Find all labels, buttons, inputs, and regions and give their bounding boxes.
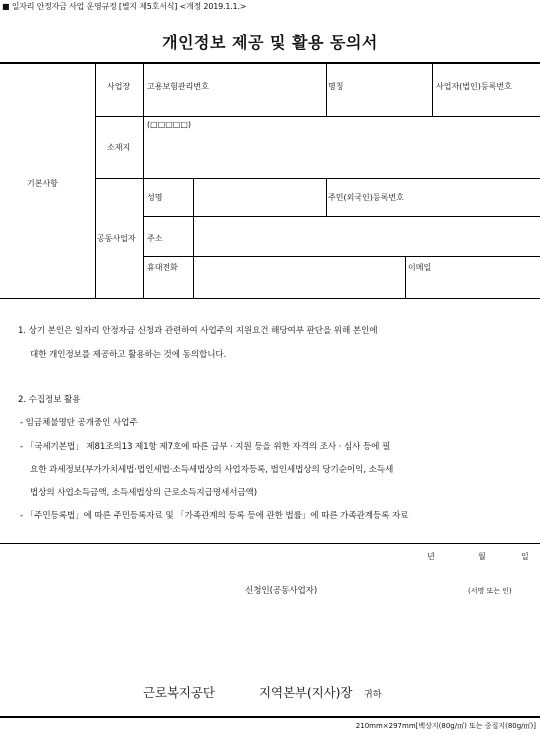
date-year[interactable]: 년 [427,552,435,561]
col-divider-email [405,256,406,298]
consent-item-1-line-1: 1. 상기 본인은 일자리 안정자금 신청과 관련하여 사업주의 지원요건 해당여부 판단을 위해 본인에 [18,326,378,336]
co-owner-label: 공동사업자 [97,234,136,243]
business-address-label: 소재지 [107,143,131,152]
col-divider-resident-no [326,178,327,216]
page-title: 개인정보 제공 및 활용 동의서 [162,33,378,52]
row-divider-2 [95,178,540,179]
co-owner-address-field[interactable]: 주소 [147,234,163,243]
business-label: 사업장 [107,82,131,91]
consent-item-1-line-2: 대한 개인정보를 제공하고 활용하는 것에 동의합니다. [30,350,227,360]
paper-spec: 210mm×297mm[백상지(80g/㎡) 또는 중질지(80g/㎡)] [355,722,536,730]
consent-item-2-heading: 2. 수집정보 활용 [18,395,81,405]
col-divider-business-name [326,62,327,116]
co-owner-mobile-field[interactable]: 휴대전화 [147,263,178,272]
signature-hint[interactable]: (서명 또는 인) [468,587,512,595]
col-divider-1 [95,62,96,298]
recipient-org: 근로복지공단 [143,685,215,700]
date-month[interactable]: 월 [478,552,486,561]
form-reference: ■ 일자리 안정자금 사업 운영규정 [별지 제5호서식] <개정 2019.1.1.> [2,2,247,11]
consent-bullet-1: - 임금체불명단 공개중인 사업주 [20,418,138,428]
row-divider-1 [95,116,540,117]
consent-bullet-3: - 「주민등록법」에 따른 주민등록자료 및 「가족관계의 등록 등에 관한 법률」에 따른 가족관계등록 자료 [20,511,409,521]
applicant-label: 신청인(공동사업자) [245,586,318,596]
row-divider-4 [143,256,540,257]
recipient-branch: 지역본부(지사)장 [259,685,353,700]
row-divider-3 [143,216,540,217]
consent-bullet-2-cont-1: 요한 과세정보(부가가치세법·법인세법·소득세법상의 사업자등록, 법인세법상의 당기순이익, 소득세 [30,465,394,475]
section-basic-info: 기본사항 [27,179,58,188]
table-bottom-border [0,298,540,299]
col-divider-co-label [193,178,194,298]
postal-code-boxes[interactable]: (□□□□□) [147,120,192,129]
consent-bullet-2: - 「국세기본법」 제81조의13 제1항 제7호에 따른 급부 · 지원 등을 위한 자격의 조사 · 심사 등에 필 [20,442,391,452]
employment-insurance-no-field[interactable]: 고용보험관리번호 [147,82,209,91]
consent-bullet-2-cont-2: 법상의 사업소득금액, 소득세법상의 근로소득지급명세서금액) [30,488,258,498]
date-day[interactable]: 일 [521,552,529,561]
col-divider-business-regno [432,62,433,116]
col-divider-2 [143,62,144,298]
recipient-honorific: 귀하 [364,690,382,700]
footer-border [0,716,540,718]
co-owner-resident-no-field[interactable]: 주민(외국인)등록번호 [328,193,404,202]
table-top-border [0,62,540,64]
business-name-field[interactable]: 명칭 [328,82,344,91]
co-owner-email-field[interactable]: 이메일 [408,263,432,272]
business-registration-no-field[interactable]: 사업자(법인)등록번호 [436,82,512,91]
co-owner-name-field[interactable]: 성명 [147,193,163,202]
signature-divider [0,543,540,544]
